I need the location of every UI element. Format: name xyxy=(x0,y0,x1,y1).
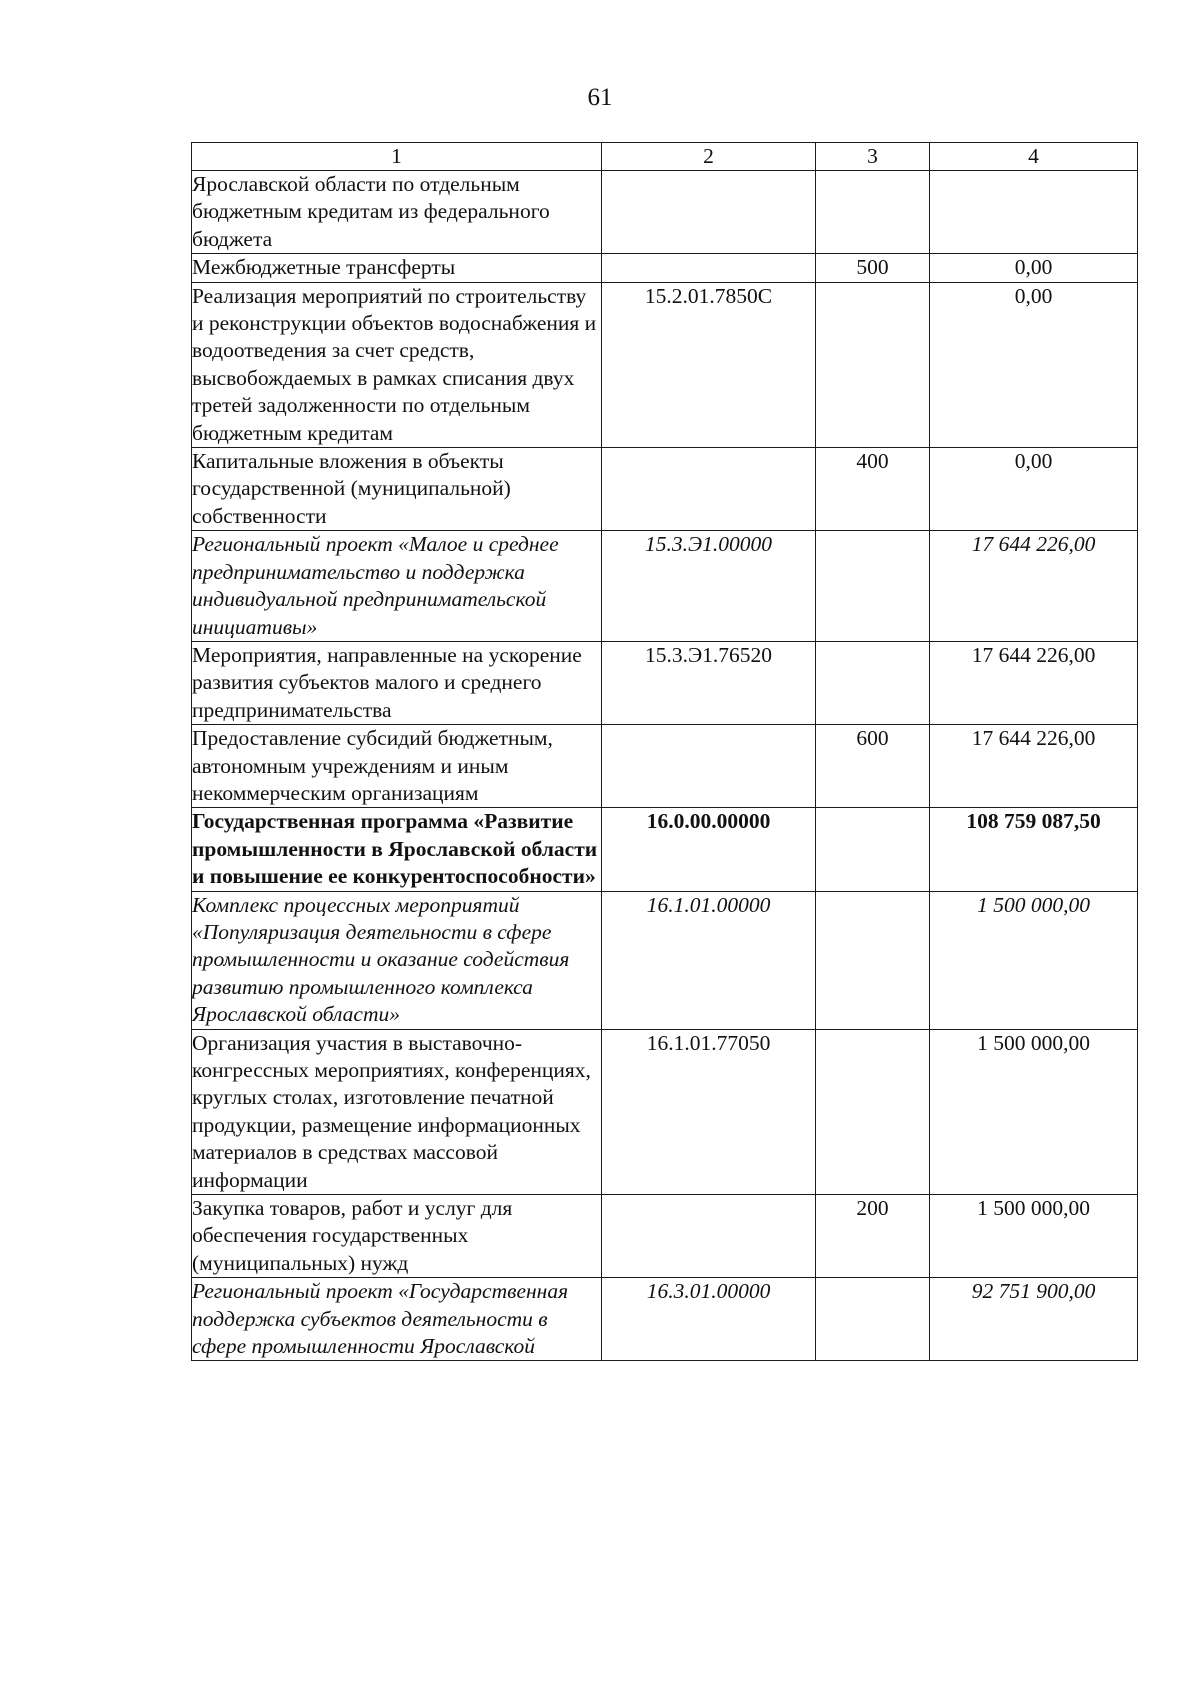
table-row xyxy=(192,1029,1138,1194)
table-header-row xyxy=(192,143,1138,171)
row-amount-cell: 92 751 900,00 xyxy=(930,1278,1138,1361)
row-amount-cell: 17 644 226,00 xyxy=(930,725,1138,808)
row-name-cell: Комплекс процессных мероприятий «Популяризация деятельности в сфере промышленности и оказание содействия развитию промышленного комплекса Ярославской области» xyxy=(192,891,602,1029)
table-row xyxy=(192,641,1138,724)
row-code-cell xyxy=(602,1195,816,1278)
row-code-cell xyxy=(602,254,816,282)
table-row xyxy=(192,282,1138,447)
row-code-cell: 15.3.Э1.76520 xyxy=(602,641,816,724)
row-name-cell: Региональный проект «Государственная поддержка субъектов деятельности в сфере промышленности Ярославской xyxy=(192,1278,602,1361)
row-code-cell: 16.3.01.00000 xyxy=(602,1278,816,1361)
row-code-cell: 15.2.01.7850С xyxy=(602,282,816,447)
row-code-cell xyxy=(602,171,816,254)
column-header-3: 3 xyxy=(816,143,930,171)
row-name-cell: Закупка товаров, работ и услуг для обеспечения государственных (муниципальных) нужд xyxy=(192,1195,602,1278)
row-type-cell: 400 xyxy=(816,448,930,531)
column-header-2: 2 xyxy=(602,143,816,171)
table-row xyxy=(192,254,1138,282)
row-name-cell: Организация участия в выставочно-конгрессных мероприятиях, конференциях, круглых столах, изготовление печатной продукции, размещение информационных материалов в средствах массовой информации xyxy=(192,1029,602,1194)
row-amount-cell: 17 644 226,00 xyxy=(930,641,1138,724)
table-body xyxy=(192,171,1138,1361)
row-amount-cell: 17 644 226,00 xyxy=(930,531,1138,642)
row-type-cell xyxy=(816,531,930,642)
row-name-cell: Региональный проект «Малое и среднее предпринимательство и поддержка индивидуальной предпринимательской инициативы» xyxy=(192,531,602,642)
row-type-cell xyxy=(816,1029,930,1194)
row-name-cell: Предоставление субсидий бюджетным, автономным учреждениям и иным некоммерческим организациям xyxy=(192,725,602,808)
row-type-cell xyxy=(816,282,930,447)
row-type-cell xyxy=(816,641,930,724)
row-amount-cell: 0,00 xyxy=(930,448,1138,531)
table-row xyxy=(192,891,1138,1029)
row-code-cell: 16.1.01.00000 xyxy=(602,891,816,1029)
row-type-cell xyxy=(816,891,930,1029)
row-type-cell xyxy=(816,1278,930,1361)
row-amount-cell: 0,00 xyxy=(930,282,1138,447)
row-amount-cell: 0,00 xyxy=(930,254,1138,282)
table-row xyxy=(192,531,1138,642)
row-code-cell: 16.0.00.00000 xyxy=(602,808,816,891)
row-amount-cell: 1 500 000,00 xyxy=(930,1029,1138,1194)
row-amount-cell: 1 500 000,00 xyxy=(930,1195,1138,1278)
row-code-cell xyxy=(602,725,816,808)
row-name-cell: Государственная программа «Развитие промышленности в Ярославской области и повышение ее конкурентоспособности» xyxy=(192,808,602,891)
row-code-cell xyxy=(602,448,816,531)
table-row xyxy=(192,725,1138,808)
row-amount-cell: 108 759 087,50 xyxy=(930,808,1138,891)
table-row xyxy=(192,1195,1138,1278)
row-code-cell: 16.1.01.77050 xyxy=(602,1029,816,1194)
column-header-1: 1 xyxy=(192,143,602,171)
table-row xyxy=(192,171,1138,254)
row-name-cell: Мероприятия, направленные на ускорение развития субъектов малого и среднего предпринимательства xyxy=(192,641,602,724)
table-row xyxy=(192,1278,1138,1361)
row-name-cell: Ярославской области по отдельным бюджетным кредитам из федерального бюджета xyxy=(192,171,602,254)
row-type-cell: 600 xyxy=(816,725,930,808)
table-row xyxy=(192,448,1138,531)
page-number: 61 xyxy=(587,84,613,111)
row-amount-cell: 1 500 000,00 xyxy=(930,891,1138,1029)
row-type-cell: 200 xyxy=(816,1195,930,1278)
column-header-4: 4 xyxy=(930,143,1138,171)
row-name-cell: Межбюджетные трансферты xyxy=(192,254,602,282)
row-code-cell: 15.3.Э1.00000 xyxy=(602,531,816,642)
row-name-cell: Капитальные вложения в объекты государственной (муниципальной) собственности xyxy=(192,448,602,531)
row-type-cell xyxy=(816,808,930,891)
row-amount-cell xyxy=(930,171,1138,254)
row-name-cell: Реализация мероприятий по строительству и реконструкции объектов водоснабжения и водоотведения за счет средств, высвобождаемых в рамках списания двух третей задолженности по отдельным бюджетным кредитам xyxy=(192,282,602,447)
row-type-cell: 500 xyxy=(816,254,930,282)
budget-table xyxy=(191,142,1138,1361)
row-type-cell xyxy=(816,171,930,254)
table-row xyxy=(192,808,1138,891)
